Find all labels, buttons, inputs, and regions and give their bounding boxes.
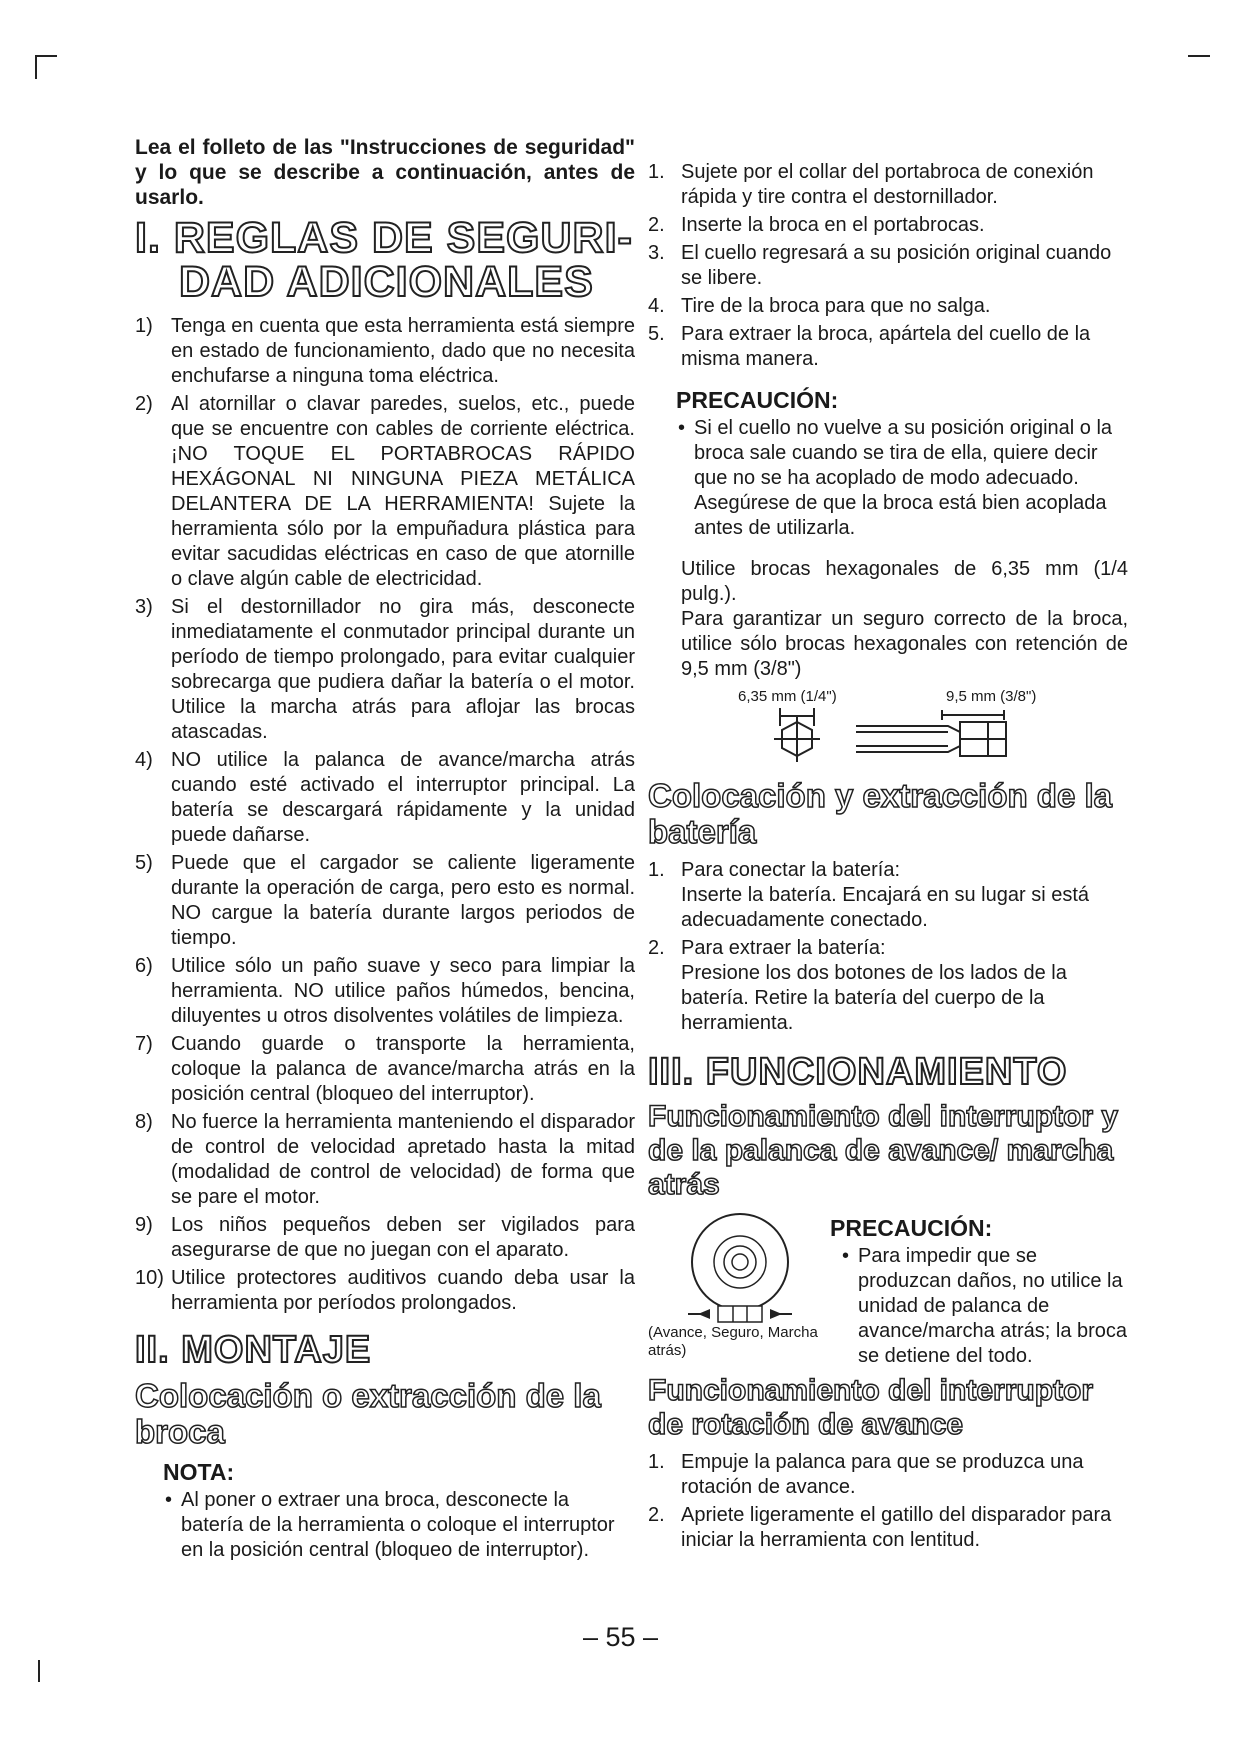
- rule-item: 3) Si el destornillador no gira más, desconecte inmediatamente el conmutador principal durante un período de tiempo prolongado, para evitar cualquier sobrecarga que pudiera dañar la batería o el motor. Utilice la marcha atrás para aflojar las brocas atascadas.: [135, 596, 635, 743]
- rule-item: 8) No fuerce la herramienta manteniendo el disparador de control de velocidad apretado hasta la mitad (modalidad de control de velocidad) de forma que se pare el motor.: [135, 1111, 635, 1208]
- caution-heading: PRECAUCIÓN:: [676, 387, 839, 413]
- bit-steps-list: [648, 160, 1128, 372]
- caution-text: • Para impedir que se produzcan daños, no utilice la unidad de palanca de avance/marcha atrás; la broca se detiene del todo.: [842, 1245, 1128, 1367]
- hex-bit-diagram: [648, 686, 1128, 766]
- step-item: 1. Sujete por el collar del portabroca de conexión rápida y tire contra el destornillador.: [648, 161, 1094, 208]
- caution-text: • Si el cuello no vuelve a su posición original o la broca sale cuando se tira de ella, quiere decir que no se ha acoplado de modo adecuado. Asegúrese de que la broca está bien acoplada antes de utilizarla.: [678, 417, 1113, 539]
- note-text: • Al poner o extraer una broca, desconecte la batería de la herramienta o coloque el interruptor en la posición central (bloqueo de interruptor).: [165, 1489, 615, 1561]
- section1-heading: [135, 216, 635, 304]
- rule-item: 4) NO utilice la palanca de avance/marcha atrás cuando esté activado el interruptor principal. La batería se descargará rápidamente y la unidad puede dañarse.: [135, 749, 635, 846]
- switch-caption: (Avance, Seguro, Marcha atrás): [648, 1324, 818, 1359]
- bit-side-view-icon: [856, 710, 1006, 756]
- bullet-icon: •: [165, 1489, 173, 1511]
- bullet-icon: •: [842, 1245, 850, 1267]
- rule-item: 2) Al atornillar o clavar paredes, suelos, etc., puede que se encuentre con cables de corriente eléctrica. ¡NO TOQUE EL PORTABROCAS RÁPIDO HEXÁGONAL NI NINGUNA PIEZA METÁLICA DELANTERA DE LA HERRAMIENTA! Sujete la herramienta sólo por la empuñadura plástica para evitar sacudidas eléctricas en caso de que atornille o clave algún cable de electricidad.: [135, 393, 635, 590]
- switch-block: [648, 1210, 1128, 1367]
- rule-item: 9) Los niños pequeños deben ser vigilados para asegurarse de que no juegan con el aparato.: [135, 1214, 635, 1261]
- crop-mark-top-left-h: [35, 55, 57, 57]
- crop-mark-top-right-h: [1188, 55, 1210, 57]
- right-column: [648, 160, 1128, 1556]
- safety-rules-list: [135, 314, 635, 1316]
- switch-caution: [830, 1210, 1130, 1369]
- step-item: 5. Para extraer la broca, apártela del cuello de la misma manera.: [648, 323, 1091, 370]
- battery-heading: Colocación y extracción de la batería: [648, 777, 1112, 850]
- forward-rotation-heading: Funcionamiento del interruptor de rotación de avance: [648, 1374, 1094, 1441]
- step-item: 1. Empuje la palanca para que se produzca una rotación de avance.: [648, 1451, 1084, 1498]
- step-item: 3. El cuello regresará a su posición original cuando se libere.: [648, 242, 1112, 289]
- switch-dial-illustration: [648, 1210, 828, 1328]
- hex-bit-para-1: Utilice brocas hexagonales de 6,35 mm (1/4 pulg.).: [681, 558, 1128, 605]
- step-item: 4. Tire de la broca para que no salga.: [648, 295, 991, 317]
- crop-mark-top-left-v: [35, 55, 37, 79]
- forward-steps-list: [648, 1450, 1128, 1553]
- rule-item: 6) Utilice sólo un paño suave y seco para limpiar la herramienta. NO utilice paños húmedos, bencina, diluyentes u otros disolventes volátiles de limpieza.: [135, 955, 635, 1027]
- bullet-icon: •: [678, 417, 686, 439]
- intro-text: Lea el folleto de las "Instrucciones de seguridad" y lo que se describe a continuación, antes de usarlo.: [135, 136, 635, 209]
- hex-section-icon: [774, 708, 820, 762]
- dim-label-1: 6,35 mm (1/4"): [738, 688, 837, 705]
- section1-number: I.: [135, 214, 161, 262]
- section1-title-line2: DAD ADICIONALES: [179, 258, 594, 306]
- rule-item: 1) Tenga en cuenta que esta herramienta está siempre en estado de funcionamiento, dado que no necesita enchufarse a ninguna toma eléctrica.: [135, 315, 635, 387]
- hex-bit-para-2: Para garantizar un seguro correcto de la broca, utilice sólo brocas hexagonales con retención de 9,5 mm (3/8"): [681, 608, 1128, 680]
- section2-subtitle: Colocación o extracción de la broca: [135, 1377, 601, 1450]
- step-item: 1. Para conectar la batería: Inserte la batería. Encajará en su lugar si está adecuadamente conectado.: [648, 859, 1090, 931]
- step-item: 2. Apriete ligeramente el gatillo del disparador para iniciar la herramienta con lentitud.: [648, 1504, 1112, 1551]
- note-heading: NOTA:: [163, 1459, 235, 1485]
- left-column: [135, 135, 635, 1563]
- section1-title-line1: REGLAS DE SEGURI-: [173, 214, 633, 262]
- dim-label-2: 9,5 mm (3/8"): [946, 688, 1037, 705]
- hex-bit-drawing: [648, 686, 1128, 766]
- page-number: – 55 –: [582, 1622, 659, 1652]
- section2-heading: II. MONTAJE: [135, 1329, 372, 1371]
- section3-heading: III. FUNCIONAMIENTO: [648, 1051, 1068, 1093]
- caution-heading: PRECAUCIÓN:: [830, 1215, 993, 1241]
- switch-lever-heading: Funcionamiento del interruptor y de la palanca de avance/ marcha atrás: [648, 1100, 1119, 1201]
- step-item: 2. Para extraer la batería: Presione los dos botones de los lados de la batería. Retire la batería del cuerpo de la herramienta.: [648, 937, 1067, 1034]
- crop-mark-bottom-left-v: [38, 1660, 40, 1682]
- rule-item: 10) Utilice protectores auditivos cuando deba usar la herramienta por períodos prolongados.: [135, 1267, 635, 1314]
- rule-item: 7) Cuando guarde o transporte la herramienta, coloque la palanca de avance/marcha atrás en la posición central (bloqueo del interruptor).: [135, 1033, 635, 1105]
- rule-item: 5) Puede que el cargador se caliente ligeramente durante la operación de carga, pero esto es normal. NO cargue la batería durante largos periodos de tiempo.: [135, 852, 635, 949]
- battery-steps-list: [648, 858, 1128, 1036]
- step-item: 2. Inserte la broca en el portabrocas.: [648, 214, 985, 236]
